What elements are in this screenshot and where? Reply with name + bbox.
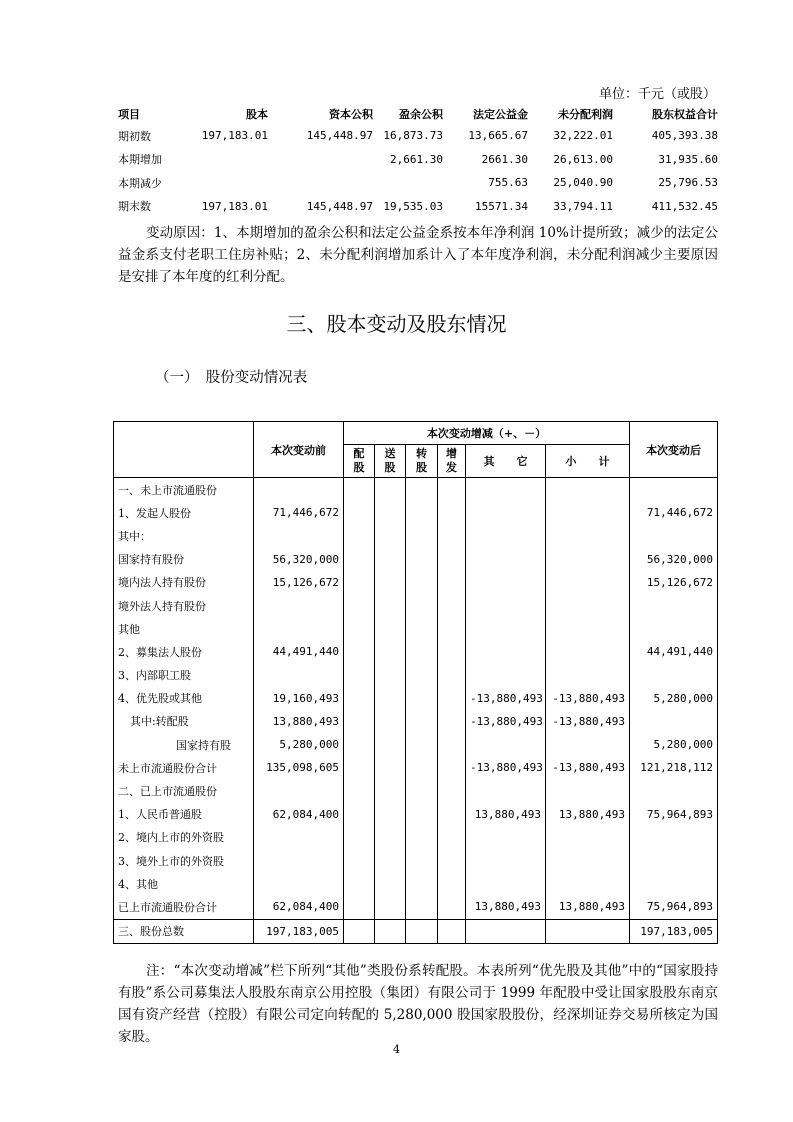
table-cell: 25,040.90 <box>553 176 613 190</box>
rights-issue-cell <box>344 710 375 733</box>
before-value <box>254 617 344 640</box>
rights-issue-cell <box>344 849 375 872</box>
after-value: 5,280,000 <box>630 733 718 756</box>
new-issue-cell <box>438 779 466 802</box>
bonus-share-cell <box>375 849 406 872</box>
page-number: 4 <box>393 1043 400 1056</box>
subheader-bonus-share: 送股 <box>375 445 406 478</box>
table-cell: 26,613.00 <box>553 152 613 166</box>
after-value: 5,280,000 <box>630 687 718 710</box>
row-label: 2、境内上市的外资股 <box>114 826 254 849</box>
table-cell: 19,535.03 <box>383 199 443 213</box>
rights-issue-cell <box>344 826 375 849</box>
before-value: 62,084,400 <box>254 803 344 826</box>
new-issue-cell <box>438 710 466 733</box>
after-value <box>630 524 718 547</box>
row-label: 其中:转配股 <box>114 710 254 733</box>
other-value: -13,880,493 <box>466 756 546 779</box>
conversion-cell <box>406 617 438 640</box>
rights-issue-cell <box>344 571 375 594</box>
header-after: 本次变动后 <box>630 422 718 478</box>
conversion-cell <box>406 826 438 849</box>
new-issue-cell <box>438 803 466 826</box>
new-issue-cell <box>438 756 466 779</box>
conversion-cell <box>406 594 438 617</box>
new-issue-cell <box>438 687 466 710</box>
equity-table-row <box>118 171 718 195</box>
after-value: 71,446,672 <box>630 501 718 524</box>
conversion-cell <box>406 548 438 571</box>
bonus-share-cell <box>375 919 406 943</box>
share-table-row <box>114 826 718 849</box>
bonus-share-cell <box>375 710 406 733</box>
table-cell: 31,935.60 <box>658 152 718 166</box>
new-issue-cell <box>438 594 466 617</box>
table-cell: 405,393.38 <box>651 129 718 143</box>
bonus-share-cell <box>375 571 406 594</box>
other-value <box>466 524 546 547</box>
share-table-header-row <box>114 422 718 445</box>
share-table-row <box>114 710 718 733</box>
before-value: 15,126,672 <box>254 571 344 594</box>
subtotal-value <box>546 617 630 640</box>
after-value <box>630 478 718 502</box>
share-table-row <box>114 571 718 594</box>
before-value <box>254 664 344 687</box>
other-value <box>466 594 546 617</box>
conversion-cell <box>406 478 438 502</box>
other-value <box>466 779 546 802</box>
new-issue-cell <box>438 571 466 594</box>
subtotal-value <box>546 594 630 617</box>
subtotal-value <box>546 548 630 571</box>
row-label: 二、已上市流通股份 <box>114 779 254 802</box>
other-value: -13,880,493 <box>466 687 546 710</box>
other-value <box>466 919 546 943</box>
after-value: 75,964,893 <box>630 895 718 919</box>
conversion-cell <box>406 895 438 919</box>
rights-issue-cell <box>344 803 375 826</box>
new-issue-cell <box>438 849 466 872</box>
row-label: 已上市流通股份合计 <box>114 895 254 919</box>
share-table-row <box>114 895 718 919</box>
subtotal-value <box>546 478 630 502</box>
conversion-cell <box>406 571 438 594</box>
subtotal-value: 13,880,493 <box>546 895 630 919</box>
table-cell <box>268 148 373 172</box>
conversion-cell <box>406 524 438 547</box>
header-blank-cell <box>114 422 254 478</box>
row-label: 一、未上市流通股份 <box>114 478 254 502</box>
bonus-share-cell <box>375 687 406 710</box>
share-change-table <box>113 421 718 944</box>
other-value: 13,880,493 <box>466 895 546 919</box>
row-label: 期末数 <box>118 200 151 214</box>
before-value: 19,160,493 <box>254 687 344 710</box>
subtotal-value <box>546 779 630 802</box>
table-cell <box>188 148 268 172</box>
table-cell: 145,448.97 <box>306 199 373 213</box>
table-cell <box>188 171 268 195</box>
bonus-share-cell <box>375 594 406 617</box>
conversion-cell <box>406 779 438 802</box>
header-change: 本次变动增减（+、－） <box>344 422 630 445</box>
share-table-row <box>114 756 718 779</box>
before-value <box>254 524 344 547</box>
before-value: 135,098,605 <box>254 756 344 779</box>
table-cell: 25,796.53 <box>658 176 718 190</box>
row-label: 4、优先股或其他 <box>114 687 254 710</box>
bonus-share-cell <box>375 524 406 547</box>
new-issue-cell <box>438 826 466 849</box>
after-value: 197,183,005 <box>630 919 718 943</box>
subtotal-value <box>546 571 630 594</box>
new-issue-cell <box>438 617 466 640</box>
new-issue-cell <box>438 919 466 943</box>
other-value <box>466 478 546 502</box>
subtotal-value <box>546 872 630 895</box>
share-table-row <box>114 779 718 802</box>
table-cell: 2661.30 <box>481 152 528 166</box>
after-value <box>630 872 718 895</box>
row-label: 1、人民币普通股 <box>114 803 254 826</box>
subheader-new-issue: 增发 <box>438 445 466 478</box>
before-value <box>254 779 344 802</box>
after-value: 44,491,440 <box>630 640 718 663</box>
subheader-rights-issue: 配股 <box>344 445 375 478</box>
conversion-cell <box>406 919 438 943</box>
share-table-row <box>114 664 718 687</box>
table-cell: 32,222.01 <box>553 129 613 143</box>
bonus-share-cell <box>375 872 406 895</box>
bonus-share-cell <box>375 664 406 687</box>
share-table-row <box>114 687 718 710</box>
rights-issue-cell <box>344 664 375 687</box>
col-header-undistributed-profit: 未分配利润 <box>558 108 613 121</box>
unit-label: 单位：千元（或股） <box>598 87 716 102</box>
bonus-share-cell <box>375 640 406 663</box>
row-label: 未上市流通股份合计 <box>114 756 254 779</box>
before-value: 71,446,672 <box>254 501 344 524</box>
share-table-row <box>114 919 718 943</box>
equity-table-row <box>118 148 718 172</box>
rights-issue-cell <box>344 501 375 524</box>
bonus-share-cell <box>375 733 406 756</box>
after-value: 121,218,112 <box>630 756 718 779</box>
before-value: 56,320,000 <box>254 548 344 571</box>
table-cell: 197,183.01 <box>201 129 268 143</box>
rights-issue-cell <box>344 640 375 663</box>
header-before: 本次变动前 <box>254 422 344 478</box>
other-value <box>466 501 546 524</box>
row-label: 3、内部职工股 <box>114 664 254 687</box>
subsection-title: （一） 股份变动情况表 <box>155 370 308 386</box>
share-table-row <box>114 803 718 826</box>
after-value <box>630 664 718 687</box>
before-value <box>254 826 344 849</box>
subtotal-value <box>546 501 630 524</box>
share-table-row <box>114 501 718 524</box>
after-value: 56,320,000 <box>630 548 718 571</box>
equity-change-table <box>118 104 718 218</box>
row-label: 期初数 <box>118 129 151 143</box>
bonus-share-cell <box>375 895 406 919</box>
after-value <box>630 710 718 733</box>
row-label: 境内法人持有股份 <box>114 571 254 594</box>
bonus-share-cell <box>375 803 406 826</box>
share-table-row <box>114 733 718 756</box>
share-table-row <box>114 478 718 502</box>
row-label: 国家持有股 <box>114 733 254 756</box>
subtotal-value <box>546 733 630 756</box>
table-cell: 755.63 <box>488 176 528 190</box>
bonus-share-cell <box>375 756 406 779</box>
conversion-cell <box>406 733 438 756</box>
bonus-share-cell <box>375 478 406 502</box>
before-value: 13,880,493 <box>254 710 344 733</box>
subtotal-value <box>546 524 630 547</box>
table-cell: 16,873.73 <box>383 129 443 143</box>
rights-issue-cell <box>344 478 375 502</box>
other-value <box>466 664 546 687</box>
row-label: 本期减少 <box>118 176 162 190</box>
new-issue-cell <box>438 640 466 663</box>
share-table-row <box>114 640 718 663</box>
col-header-capital-reserve: 资本公积 <box>329 108 373 121</box>
row-label: 3、境外上市的外资股 <box>114 849 254 872</box>
conversion-cell <box>406 640 438 663</box>
rights-issue-cell <box>344 733 375 756</box>
after-value <box>630 779 718 802</box>
row-label: 本期增加 <box>118 153 162 167</box>
col-header-share-capital: 股本 <box>246 108 268 121</box>
bonus-share-cell <box>375 617 406 640</box>
other-value <box>466 872 546 895</box>
conversion-cell <box>406 803 438 826</box>
new-issue-cell <box>438 478 466 502</box>
row-label: 1、发起人股份 <box>114 501 254 524</box>
subtotal-value: -13,880,493 <box>546 710 630 733</box>
after-value <box>630 617 718 640</box>
row-label: 其他 <box>114 617 254 640</box>
equity-table-row <box>118 124 718 148</box>
new-issue-cell <box>438 872 466 895</box>
rights-issue-cell <box>344 687 375 710</box>
table-cell: 33,794.11 <box>553 199 613 213</box>
after-value <box>630 849 718 872</box>
before-value: 62,084,400 <box>254 895 344 919</box>
rights-issue-cell <box>344 779 375 802</box>
share-table-row <box>114 617 718 640</box>
new-issue-cell <box>438 895 466 919</box>
after-value: 75,964,893 <box>630 803 718 826</box>
rights-issue-cell <box>344 919 375 943</box>
rights-issue-cell <box>344 895 375 919</box>
conversion-cell <box>406 756 438 779</box>
col-header-item: 项目 <box>118 108 140 121</box>
new-issue-cell <box>438 548 466 571</box>
share-table-row <box>114 872 718 895</box>
rights-issue-cell <box>344 594 375 617</box>
subheader-conversion: 转股 <box>406 445 438 478</box>
row-label: 国家持有股份 <box>114 548 254 571</box>
conversion-cell <box>406 501 438 524</box>
bonus-share-cell <box>375 779 406 802</box>
conversion-cell <box>406 710 438 733</box>
before-value: 5,280,000 <box>254 733 344 756</box>
subtotal-value: -13,880,493 <box>546 756 630 779</box>
share-table-row <box>114 594 718 617</box>
new-issue-cell <box>438 664 466 687</box>
other-value: -13,880,493 <box>466 710 546 733</box>
before-value <box>254 594 344 617</box>
subheader-subtotal: 小 计 <box>546 445 630 478</box>
subtotal-value <box>546 640 630 663</box>
conversion-cell <box>406 849 438 872</box>
after-value <box>630 826 718 849</box>
subtotal-value <box>546 849 630 872</box>
before-value <box>254 478 344 502</box>
before-value: 44,491,440 <box>254 640 344 663</box>
other-value <box>466 733 546 756</box>
bonus-share-cell <box>375 826 406 849</box>
new-issue-cell <box>438 733 466 756</box>
other-value <box>466 617 546 640</box>
row-label: 境外法人持有股份 <box>114 594 254 617</box>
col-header-surplus-reserve: 盈余公积 <box>399 108 443 121</box>
bonus-share-cell <box>375 501 406 524</box>
subheader-other: 其 它 <box>466 445 546 478</box>
section-title: 三、股本变动及股东情况 <box>286 312 507 336</box>
table-cell <box>268 171 373 195</box>
table-cell: 15571.34 <box>475 199 528 213</box>
other-value <box>466 826 546 849</box>
row-label: 其中： <box>114 524 254 547</box>
table-cell: 2,661.30 <box>390 152 443 166</box>
col-header-total-equity: 股东权益合计 <box>652 108 718 121</box>
equity-table-header-row <box>118 104 718 124</box>
equity-table-row <box>118 195 718 219</box>
row-label: 4、其他 <box>114 872 254 895</box>
before-value <box>254 849 344 872</box>
other-value <box>466 571 546 594</box>
before-value <box>254 872 344 895</box>
other-value <box>466 640 546 663</box>
rights-issue-cell <box>344 756 375 779</box>
note-paragraph: 注：“本次变动增减”栏下所列“其他”类股份系转配股。本表所列“优先股及其他”中的“国家股持有股”系公司募集法人股股东南京公用控股（集团）有限公司于 1999 年配股中受让国家股股东南京国有资产经营（控股）有限公司定向转配的 5,280,000 股国家股股份，经深圳证券交易所核定为国家股。 <box>118 963 718 1045</box>
new-issue-cell <box>438 524 466 547</box>
rights-issue-cell <box>344 524 375 547</box>
subtotal-value: 13,880,493 <box>546 803 630 826</box>
other-value <box>466 849 546 872</box>
share-table-row <box>114 849 718 872</box>
subtotal-value <box>546 826 630 849</box>
after-value <box>630 594 718 617</box>
subtotal-value <box>546 664 630 687</box>
rights-issue-cell <box>344 872 375 895</box>
bonus-share-cell <box>375 548 406 571</box>
before-value: 197,183,005 <box>254 919 344 943</box>
table-cell: 197,183.01 <box>201 199 268 213</box>
change-reason-paragraph: 变动原因：1、本期增加的盈余公积和法定公益金系按本年净利润 10%计提所致；减少的法定公益金系支付老职工住房补贴；2、未分配利润增加系计入了本年度净利润，未分配利润减少主要原因是安排了本年度的红利分配。 <box>118 225 718 285</box>
table-cell <box>373 171 443 195</box>
rights-issue-cell <box>344 548 375 571</box>
conversion-cell <box>406 664 438 687</box>
row-label: 三、股份总数 <box>114 919 254 943</box>
table-cell: 411,532.45 <box>651 199 718 213</box>
other-value: 13,880,493 <box>466 803 546 826</box>
conversion-cell <box>406 687 438 710</box>
table-cell: 145,448.97 <box>306 129 373 143</box>
new-issue-cell <box>438 501 466 524</box>
rights-issue-cell <box>344 617 375 640</box>
conversion-cell <box>406 872 438 895</box>
col-header-welfare-fund: 法定公益金 <box>473 108 528 121</box>
share-table-row <box>114 524 718 547</box>
other-value <box>466 548 546 571</box>
row-label: 2、募集法人股份 <box>114 640 254 663</box>
subtotal-value: -13,880,493 <box>546 687 630 710</box>
after-value: 15,126,672 <box>630 571 718 594</box>
subtotal-value <box>546 919 630 943</box>
share-table-row <box>114 548 718 571</box>
table-cell: 13,665.67 <box>468 129 528 143</box>
